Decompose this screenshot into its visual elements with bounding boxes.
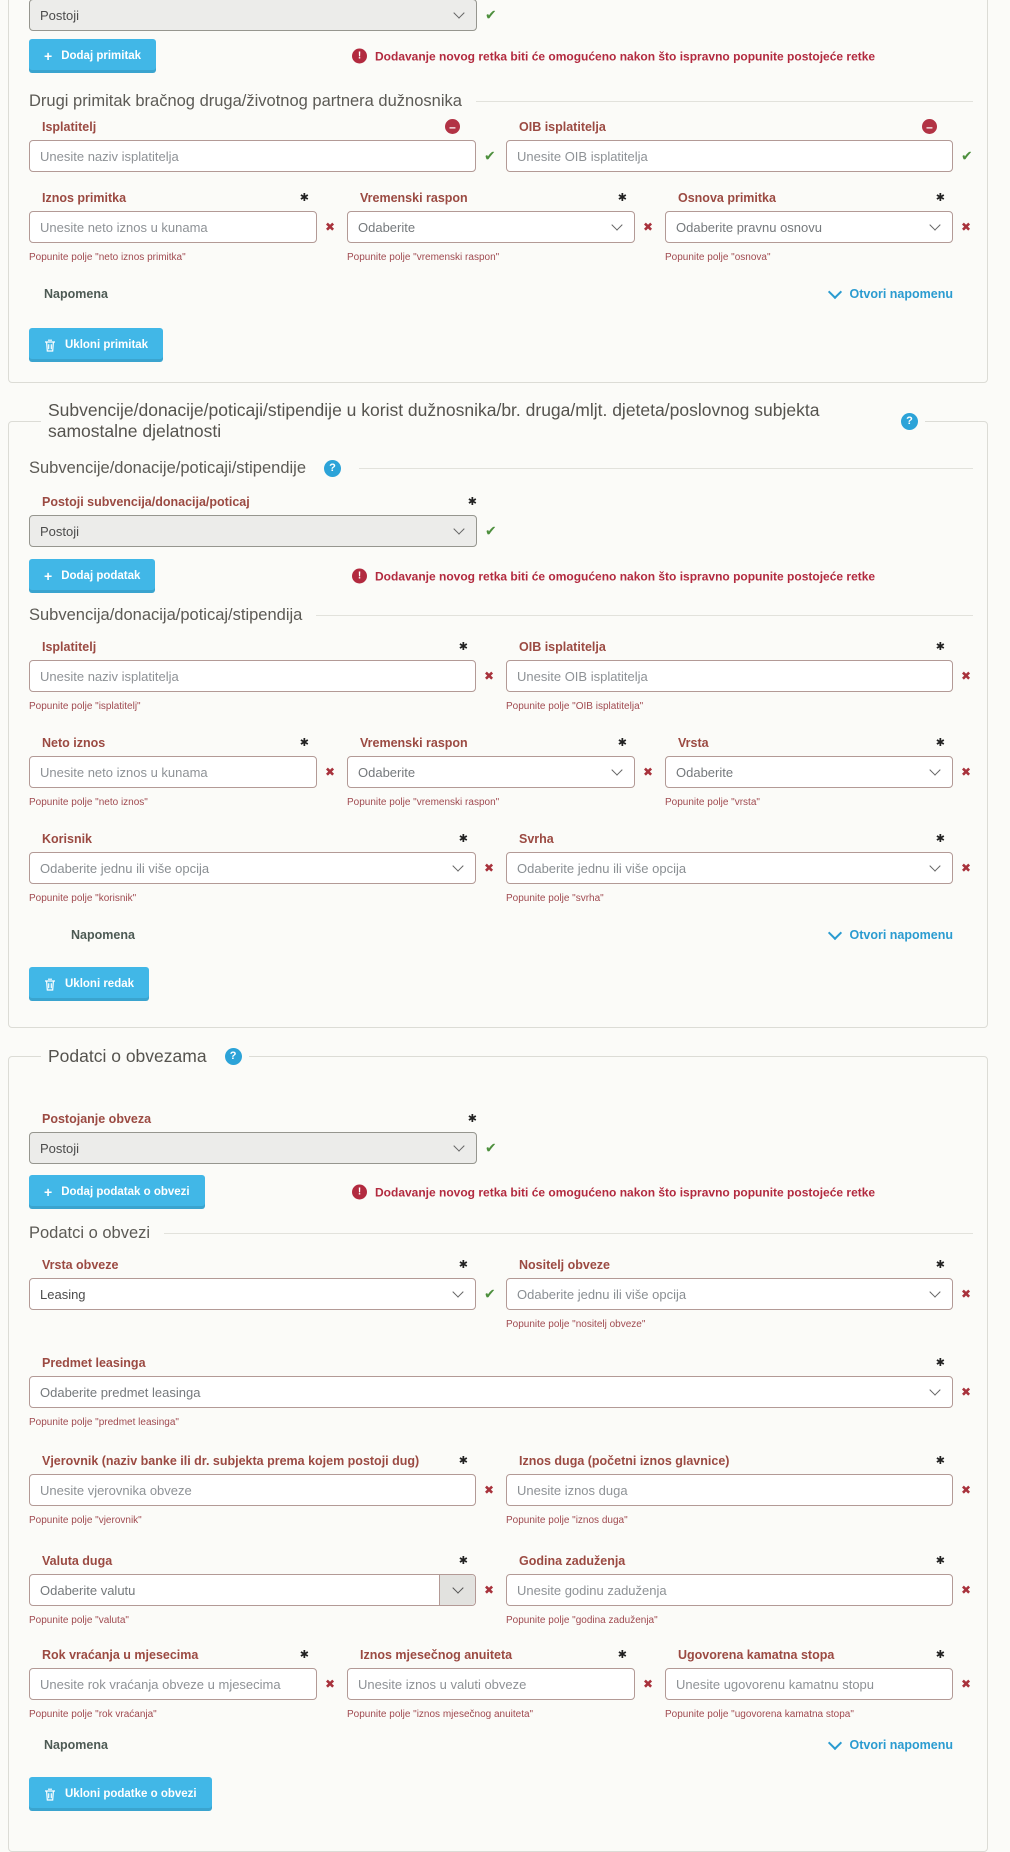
required-asterisk-icon: ✱ (458, 1455, 468, 1467)
field-helper: Popunite polje "iznos mjesečnog anuiteta" (347, 1709, 534, 1720)
required-asterisk-icon: ✱ (935, 192, 945, 204)
required-asterisk-icon: ✱ (458, 1555, 468, 1567)
add-row-warning: ! Dodavanje novog retka biti će omogućeno nakon što ispravno popunite postojeće retke (352, 569, 875, 584)
field-label: Predmet leasinga (42, 1355, 146, 1370)
group-title: Subvencije/donacije/poticaji/stipendije ? (29, 458, 973, 478)
field-godina-zaduzenja (506, 1553, 972, 1627)
field-helper: Popunite polje "godina zaduženja" (506, 1615, 658, 1626)
vrsta-select[interactable]: Odaberite (665, 756, 953, 788)
plus-icon: + (44, 48, 53, 64)
field-label: Nositelj obveze (519, 1257, 610, 1272)
minus-circle-icon: – (922, 119, 937, 134)
exists-label: Postojanje obveza (42, 1111, 152, 1126)
chevron-down-icon (929, 764, 940, 775)
field-label: Isplatitelj (42, 119, 97, 134)
otvori-napomenu-link[interactable]: Otvori napomenu (830, 1738, 953, 1752)
valid-check-icon: ✔ (485, 522, 497, 539)
field-neto-iznos (29, 735, 336, 809)
required-asterisk-icon: ✱ (935, 641, 945, 653)
field-osnova-primitka (665, 190, 972, 264)
field-label: OIB isplatitelja (519, 639, 606, 654)
field-helper: Popunite polje "isplatitelj" (29, 701, 141, 712)
field-helper: Popunite polje "valuta" (29, 1615, 129, 1626)
required-asterisk-icon: ✱ (458, 641, 468, 653)
iznos-anuiteta-input[interactable] (347, 1668, 635, 1700)
field-iznos-anuiteta (347, 1647, 654, 1721)
field-label: Iznos primitka (42, 190, 127, 205)
field-helper: Popunite polje "vremenski raspon" (347, 797, 500, 808)
required-asterisk-icon: ✱ (935, 1455, 945, 1467)
napomena-label: Napomena (71, 928, 135, 942)
chevron-down-icon (453, 1140, 464, 1151)
rok-vracanja-input[interactable] (29, 1668, 317, 1700)
invalid-x-icon: ✖ (961, 1385, 972, 1399)
section-legend: Podatci o obvezama ? (41, 1046, 249, 1067)
field-nositelj-obveze (506, 1257, 972, 1331)
valid-check-icon: ✔ (485, 6, 497, 23)
exists-label: Postoji subvencija/donacija/poticaj (42, 494, 250, 509)
section-legend: Subvencije/donacije/poticaji/stipendije u korist dužnosnika/br. druga/mljt. djeteta/poslovnog subjekta samostalne djelatnosti ? (41, 400, 925, 442)
select-dropdown-button[interactable] (439, 1575, 475, 1605)
field-label: Isplatitelj (42, 639, 97, 654)
add-row-warning: ! Dodavanje novog retka biti će omogućeno nakon što ispravno popunite postojeće retke (352, 49, 875, 64)
required-asterisk-icon: ✱ (299, 1649, 309, 1661)
field-vjerovnik (29, 1453, 495, 1527)
trash-icon (44, 978, 56, 991)
field-label: Vremenski raspon (360, 735, 468, 750)
napomena-label: Napomena (44, 1738, 108, 1752)
chevron-down-icon (453, 7, 464, 18)
iznos-primitka-input[interactable] (29, 211, 317, 243)
required-asterisk-icon: ✱ (935, 833, 945, 845)
postojanje-obveza-select[interactable]: Postoji (29, 1132, 477, 1164)
field-helper: Popunite polje "korisnik" (29, 893, 137, 904)
oib-isplatitelja-input[interactable] (506, 660, 953, 692)
chevron-down-icon (827, 926, 841, 940)
required-asterisk-icon: ✱ (935, 737, 945, 749)
required-asterisk-icon: ✱ (617, 192, 627, 204)
required-asterisk-icon: ✱ (458, 833, 468, 845)
add-row-warning: ! Dodavanje novog retka biti će omogućeno nakon što ispravno popunite postojeće retke (352, 1185, 875, 1200)
plus-icon: + (44, 568, 53, 584)
field-vrsta (665, 735, 972, 809)
warning-icon: ! (352, 49, 367, 64)
invalid-x-icon: ✖ (961, 669, 972, 683)
field-helper: Popunite polje "vremenski raspon" (347, 252, 500, 263)
chevron-down-icon (452, 1286, 463, 1297)
postoji-subvencija-select[interactable]: Postoji (29, 515, 477, 547)
field-isplatitelj (29, 119, 496, 172)
field-rok-vracanja (29, 1647, 336, 1721)
add-primitak-button[interactable]: + Dodaj primitak (29, 39, 156, 73)
field-oib-isplatitelja (506, 639, 972, 713)
required-asterisk-icon: ✱ (617, 737, 627, 749)
otvori-napomenu-link[interactable]: Otvori napomenu (830, 287, 953, 301)
nositelj-obveze-multiselect[interactable]: Odaberite jednu ili više opcija (506, 1278, 953, 1310)
warning-icon: ! (352, 569, 367, 584)
required-asterisk-icon: ✱ (467, 1113, 477, 1125)
required-asterisk-icon: ✱ (458, 1259, 468, 1271)
required-asterisk-icon: ✱ (467, 496, 477, 508)
field-label: OIB isplatitelja (519, 119, 606, 134)
invalid-x-icon: ✖ (484, 1583, 495, 1597)
predmet-leasinga-select[interactable]: Odaberite predmet leasinga (29, 1376, 953, 1408)
otvori-napomenu-link[interactable]: Otvori napomenu (830, 928, 953, 942)
field-iznos-primitka (29, 190, 336, 264)
field-predmet-leasinga (29, 1355, 972, 1429)
field-label: Osnova primitka (678, 190, 776, 205)
field-label: Korisnik (42, 831, 93, 846)
field-helper: Popunite polje "rok vraćanja" (29, 1709, 157, 1720)
add-podatak-o-obvezi-button[interactable]: + Dodaj podatak o obvezi (29, 1175, 205, 1209)
field-helper: Popunite polje "nositelj obveze" (506, 1319, 646, 1330)
trash-icon (44, 339, 56, 352)
remove-redak-button[interactable]: Ukloni redak (29, 967, 149, 1001)
invalid-x-icon: ✖ (961, 1287, 972, 1301)
invalid-x-icon: ✖ (961, 220, 972, 234)
required-asterisk-icon: ✱ (935, 1555, 945, 1567)
plus-icon: + (44, 1184, 53, 1200)
invalid-x-icon: ✖ (961, 861, 972, 875)
required-asterisk-icon: ✱ (935, 1259, 945, 1271)
chevron-down-icon (611, 219, 622, 230)
help-icon[interactable]: ? (324, 460, 341, 477)
chevron-down-icon (929, 1384, 940, 1395)
chevron-down-icon (611, 764, 622, 775)
field-helper: Popunite polje "ugovorena kamatna stopa" (665, 1709, 854, 1720)
invalid-x-icon: ✖ (484, 1483, 495, 1497)
invalid-x-icon: ✖ (961, 765, 972, 779)
field-helper: Popunite polje "osnova" (665, 252, 771, 263)
napomena-label: Napomena (44, 287, 108, 301)
chevron-down-icon (929, 1286, 940, 1297)
remove-primitak-button[interactable]: Ukloni primitak (29, 328, 163, 362)
section-drugi-primitak (8, 0, 988, 383)
field-helper: Popunite polje "OIB isplatitelja" (506, 701, 644, 712)
remove-podatke-o-obvezi-button[interactable]: Ukloni podatke o obvezi (29, 1777, 212, 1811)
valid-check-icon: ✔ (484, 147, 496, 164)
kamatna-stopa-input[interactable] (665, 1668, 953, 1700)
isplatitelj-input[interactable] (29, 140, 476, 172)
vrsta-obveze-select[interactable]: Leasing (29, 1278, 476, 1310)
field-label: Godina zaduženja (519, 1553, 626, 1568)
invalid-x-icon: ✖ (325, 765, 336, 779)
field-valuta-duga (29, 1553, 495, 1627)
required-asterisk-icon: ✱ (935, 1357, 945, 1369)
subsection-title: Podatci o obvezi (29, 1223, 973, 1243)
required-asterisk-icon: ✱ (935, 1649, 945, 1661)
warning-icon: ! (352, 1185, 367, 1200)
required-asterisk-icon: ✱ (617, 1649, 627, 1661)
help-icon[interactable]: ? (901, 413, 918, 430)
vjerovnik-input[interactable] (29, 1474, 476, 1506)
invalid-x-icon: ✖ (643, 1677, 654, 1691)
field-label: Ugovorena kamatna stopa (678, 1647, 835, 1662)
chevron-down-icon (453, 523, 464, 534)
invalid-x-icon: ✖ (643, 220, 654, 234)
vremenski-raspon-select[interactable]: Odaberite (347, 211, 635, 243)
postoji-primitak-select[interactable] (29, 0, 477, 31)
field-label: Valuta duga (42, 1553, 113, 1568)
vremenski-raspon-select[interactable]: Odaberite (347, 756, 635, 788)
field-label: Rok vraćanja u mjesecima (42, 1647, 199, 1662)
chevron-down-icon (452, 1582, 463, 1593)
field-label: Vrsta obveze (42, 1257, 119, 1272)
field-label: Svrha (519, 831, 554, 846)
minus-circle-icon: – (445, 119, 460, 134)
field-helper: Popunite polje "svrha" (506, 893, 604, 904)
field-vremenski-raspon (347, 190, 654, 264)
field-svrha (506, 831, 972, 905)
section-subvencije (8, 400, 988, 1028)
section-obveze (8, 1046, 988, 1852)
godina-zaduzenja-input[interactable] (506, 1574, 953, 1606)
field-helper: Popunite polje "iznos duga" (506, 1515, 628, 1526)
invalid-x-icon: ✖ (961, 1677, 972, 1691)
valid-check-icon: ✔ (485, 1139, 497, 1156)
invalid-x-icon: ✖ (961, 1583, 972, 1597)
field-isplatitelj (29, 639, 495, 713)
field-helper: Popunite polje "neto iznos primitka" (29, 252, 186, 263)
chevron-down-icon (452, 860, 463, 871)
subsection-title: Drugi primitak bračnog druga/životnog partnera dužnosnika (29, 91, 973, 111)
valid-check-icon: ✔ (484, 1285, 496, 1302)
invalid-x-icon: ✖ (325, 1677, 336, 1691)
help-icon[interactable]: ? (225, 1048, 242, 1065)
iznos-duga-input[interactable] (506, 1474, 953, 1506)
isplatitelj-input[interactable] (29, 660, 476, 692)
valuta-duga-select[interactable]: Odaberite valutu (29, 1574, 476, 1606)
invalid-x-icon: ✖ (643, 765, 654, 779)
trash-icon (44, 1788, 56, 1801)
field-label: Neto iznos (42, 735, 106, 750)
field-kamatna-stopa (665, 1647, 972, 1721)
invalid-x-icon: ✖ (484, 861, 495, 875)
svrha-multiselect[interactable]: Odaberite jednu ili više opcija (506, 852, 953, 884)
field-vremenski-raspon (347, 735, 654, 809)
chevron-down-icon (827, 285, 841, 299)
invalid-x-icon: ✖ (325, 220, 336, 234)
neto-iznos-input[interactable] (29, 756, 317, 788)
korisnik-multiselect[interactable]: Odaberite jednu ili više opcija (29, 852, 476, 884)
oib-isplatitelja-input[interactable] (506, 140, 953, 172)
required-asterisk-icon: ✱ (299, 737, 309, 749)
field-label: Vrsta (678, 735, 709, 750)
field-korisnik (29, 831, 495, 905)
valid-check-icon: ✔ (961, 147, 973, 164)
osnova-primitka-select[interactable]: Odaberite pravnu osnovu (665, 211, 953, 243)
field-helper: Popunite polje "vjerovnik" (29, 1515, 142, 1526)
field-iznos-duga (506, 1453, 972, 1527)
add-podatak-button[interactable]: + Dodaj podatak (29, 559, 155, 593)
subsection-title: Subvencija/donacija/poticaj/stipendija (29, 605, 973, 625)
field-label: Iznos mjesečnog anuiteta (360, 1647, 513, 1662)
field-helper: Popunite polje "neto iznos" (29, 797, 148, 808)
invalid-x-icon: ✖ (484, 669, 495, 683)
field-oib-isplatitelja (506, 119, 973, 172)
field-label: Vjerovnik (naziv banke ili dr. subjekta prema kojem postoji dug) (42, 1453, 420, 1468)
field-helper: Popunite polje "vrsta" (665, 797, 760, 808)
select-value: Postoji (40, 7, 80, 23)
chevron-down-icon (929, 219, 940, 230)
invalid-x-icon: ✖ (961, 1483, 972, 1497)
chevron-down-icon (929, 860, 940, 871)
field-label: Iznos duga (početni iznos glavnice) (519, 1453, 730, 1468)
chevron-down-icon (827, 1736, 841, 1750)
field-label: Vremenski raspon (360, 190, 468, 205)
field-vrsta-obveze (29, 1257, 496, 1331)
required-asterisk-icon: ✱ (299, 192, 309, 204)
field-helper: Popunite polje "predmet leasinga" (29, 1417, 179, 1428)
